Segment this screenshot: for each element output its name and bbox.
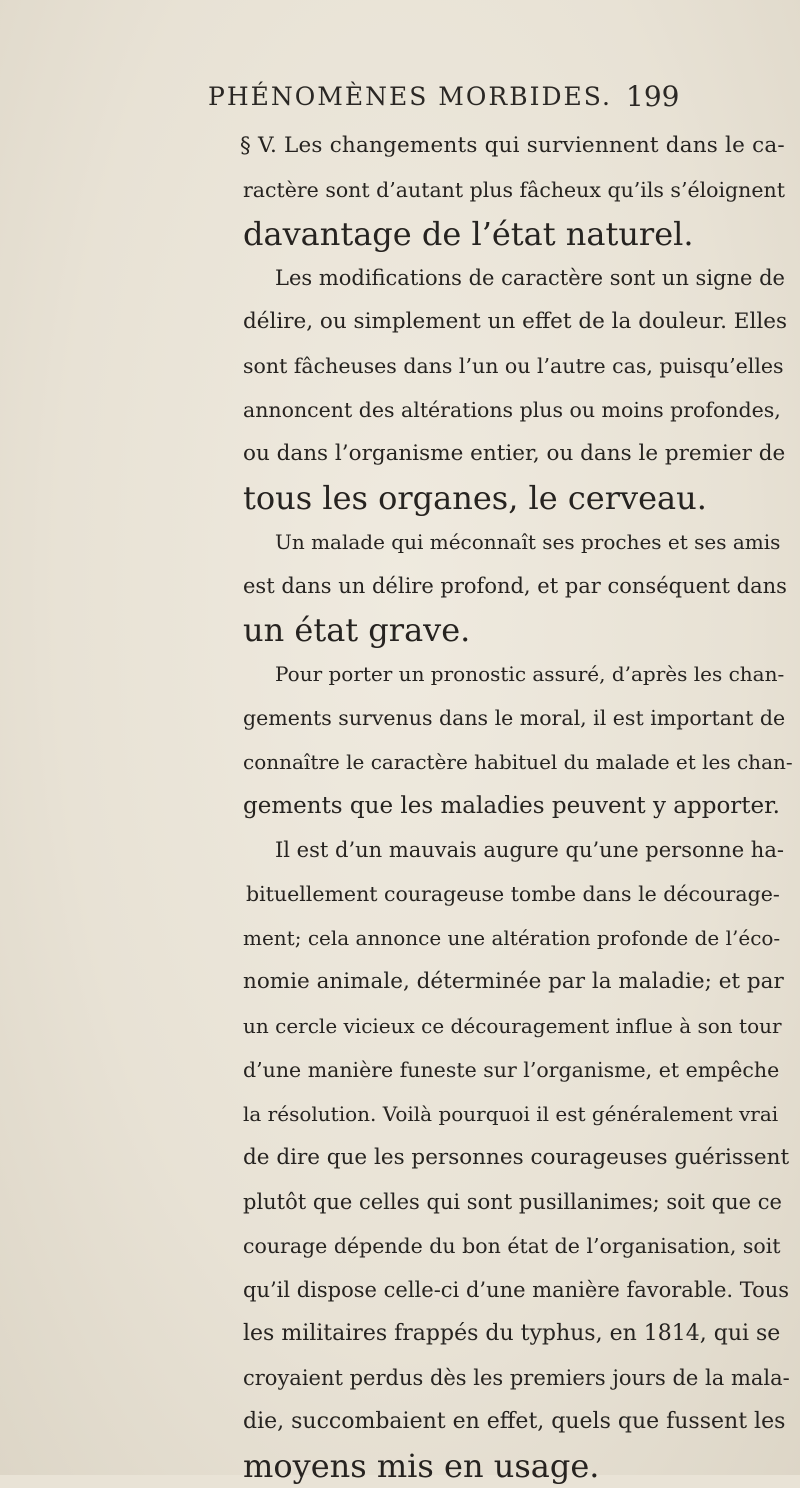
page-number: 199 — [626, 80, 680, 113]
text-line: de dire que les personnes courageuses guérissent — [243, 1145, 790, 1170]
text-line: qu’il dispose celle-ci d’une manière favorable. Tous — [243, 1278, 790, 1302]
text-line: ractère sont d’autant plus fâcheux qu’ils s’éloignent — [243, 178, 785, 202]
text-line: un cercle vicieux ce découragement influe à son tour — [243, 1014, 782, 1038]
text-line: Pour porter un pronostic assuré, d’après les chan- — [275, 662, 785, 686]
text-line: Les modifications de caractère sont un signe de — [275, 266, 785, 290]
text-line: est dans un délire profond, et par conséquent dans — [243, 574, 787, 598]
text-line: § V. Les changements qui surviennent dans le ca- — [240, 133, 785, 158]
text-line: annoncent des altérations plus ou moins profondes, — [243, 398, 781, 422]
running-head — [0, 82, 800, 122]
text-line: Il est d’un mauvais augure qu’une personne ha- — [275, 838, 784, 862]
text-line: davantage de l’état naturel. — [243, 215, 694, 253]
text-line: délire, ou simplement un effet de la douleur. Elles — [243, 309, 787, 334]
text-line: plutôt que celles qui sont pusillanimes; soit que ce — [243, 1190, 782, 1214]
text-line: courage dépende du bon état de l’organisation, soit — [243, 1234, 781, 1258]
text-line: die, succombaient en effet, quels que fussent les — [243, 1409, 786, 1434]
text-line: nomie animale, déterminée par la maladie; et par — [243, 969, 784, 994]
text-line: sont fâcheuses dans l’un ou l’autre cas, puisqu’elles — [243, 354, 784, 378]
text-line: la résolution. Voilà pourquoi il est généralement vrai — [243, 1102, 779, 1126]
text-line: les militaires frappés du typhus, en 1814, qui se — [243, 1321, 781, 1346]
running-title: PHÉNOMÈNES MORBIDES. — [208, 82, 612, 111]
text-line: ment; cela annonce une altération profonde de l’éco- — [243, 926, 781, 950]
text-line: ou dans l’organisme entier, ou dans le premier de — [243, 441, 786, 466]
text-line: d’une manière funeste sur l’organisme, et empêche — [243, 1058, 780, 1082]
text-line: un état grave. — [243, 611, 471, 649]
text-line: croyaient perdus dès les premiers jours de la mala- — [243, 1366, 790, 1390]
text-line: gements survenus dans le moral, il est important de — [243, 706, 786, 730]
text-line: tous les organes, le cerveau. — [243, 479, 707, 517]
text-line: gements que les maladies peuvent y apporter. — [243, 793, 780, 819]
text-line: bituellement courageuse tombe dans le décourage- — [246, 882, 780, 906]
text-line: connaître le caractère habituel du malade et les chan- — [243, 750, 793, 774]
text-line: moyens mis en usage. — [243, 1447, 600, 1485]
text-line: Un malade qui méconnaît ses proches et ses amis — [275, 530, 781, 554]
